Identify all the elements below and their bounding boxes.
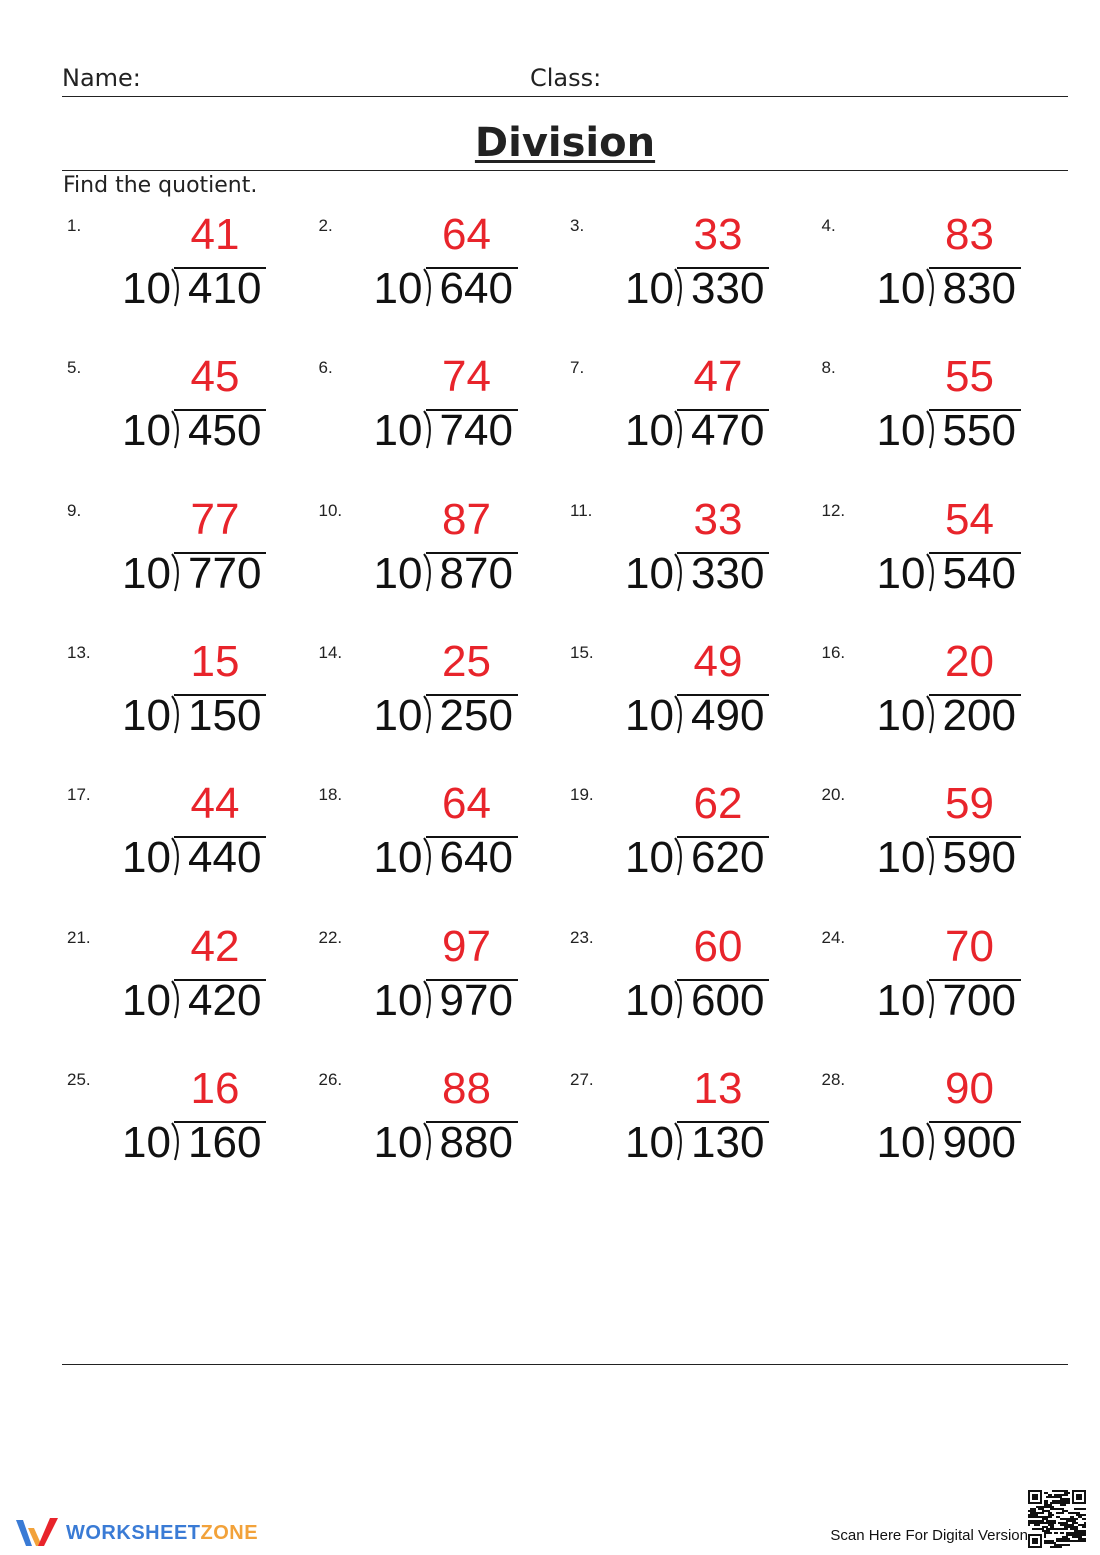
quotient-answer: 33 [693,210,743,259]
quotient-answer: 64 [442,210,491,259]
problem-number: 25. [67,1069,91,1089]
divisor: 10 [122,406,171,456]
divisor: 10 [876,975,926,1025]
dividend: 970 [439,975,513,1025]
division-bracket-icon [168,1122,182,1162]
problem-3 [565,210,815,352]
dividend: 330 [691,264,765,313]
problem-21 [62,922,312,1064]
scan-text: Scan Here For Digital Version [830,1527,1028,1544]
quotient-answer: 49 [693,636,743,686]
dividend: 410 [188,264,262,313]
dividend: 550 [942,406,1016,456]
dividend: 600 [691,975,765,1025]
quotient-answer: 25 [442,636,491,686]
problem-26 [314,1064,564,1206]
division-bracket-icon [923,695,937,735]
dividend: 440 [188,833,262,883]
problem-number: 23. [570,927,594,947]
problem-5 [62,352,312,494]
divisor: 10 [373,548,423,598]
problem-number: 16. [821,642,846,662]
title-divider [62,170,1068,171]
problem-number: 26. [318,1069,343,1089]
divisor: 10 [625,833,674,883]
quotient-answer: 33 [693,494,743,544]
division-bracket-icon [923,837,937,877]
logo-text [66,1522,258,1545]
problem-22 [314,922,564,1064]
dividend: 470 [691,406,765,456]
problem-23 [565,922,815,1064]
division-bracket-icon [420,553,434,593]
division-bracket-icon [671,410,685,450]
problem-7 [565,352,815,494]
problem-number: 10. [318,500,343,520]
divisor: 10 [373,264,423,313]
quotient-answer: 88 [442,1063,491,1113]
division-bracket-icon [671,553,685,593]
problem-12 [817,495,1067,637]
divisor: 10 [876,264,926,313]
problem-number: 15. [570,642,594,662]
dividend: 870 [439,548,513,598]
problem-2 [314,210,564,352]
divisor: 10 [876,406,926,456]
divisor: 10 [625,1117,674,1167]
division-bracket-icon [420,268,434,308]
dividend: 700 [942,975,1016,1025]
division-bracket-icon [168,410,182,450]
quotient-answer: 47 [693,352,743,402]
footer-divider [62,1364,1068,1365]
quotient-answer: 54 [945,494,994,544]
quotient-answer: 87 [442,494,491,544]
problem-number: 14. [318,642,343,662]
divisor: 10 [625,406,674,456]
problem-number: 19. [570,785,594,805]
problem-16 [817,637,1067,779]
problem-24 [817,922,1067,1064]
divisor: 10 [373,406,423,456]
division-bracket-icon [168,837,182,877]
division-bracket-icon [420,695,434,735]
quotient-answer: 13 [693,1063,743,1113]
header-row [62,62,1068,97]
quotient-answer: 77 [190,494,240,544]
dividend: 150 [188,690,262,740]
division-bracket-icon [671,837,685,877]
problem-number: 8. [821,358,836,378]
problem-8 [817,352,1067,494]
problem-4 [817,210,1067,352]
divisor: 10 [373,1117,423,1167]
divisor: 10 [625,690,674,740]
quotient-answer: 62 [693,779,743,829]
quotient-answer: 20 [945,636,994,686]
division-bracket-icon [923,553,937,593]
problem-17 [62,779,312,921]
problem-15 [565,637,815,779]
qr-code-icon[interactable] [1028,1490,1086,1548]
page-title: Division [474,120,656,166]
problem-27 [565,1064,815,1206]
logo-text-part2: ZONE [200,1522,259,1544]
quotient-answer: 42 [190,921,240,971]
quotient-answer: 55 [945,352,994,402]
dividend: 830 [942,264,1016,313]
problem-number: 7. [570,358,585,378]
quotient-answer: 70 [945,921,994,971]
dividend: 130 [691,1117,765,1167]
problem-number: 4. [821,216,836,235]
dividend: 590 [942,833,1016,883]
problem-number: 17. [67,785,91,805]
problem-6 [314,352,564,494]
instructions: Find the quotient. [63,173,258,198]
dividend: 450 [188,406,262,456]
divisor: 10 [876,690,926,740]
division-bracket-icon [923,1122,937,1162]
problem-28 [817,1064,1067,1206]
division-bracket-icon [923,410,937,450]
quotient-answer: 16 [190,1063,240,1113]
dividend: 490 [691,690,765,740]
dividend: 900 [942,1117,1016,1167]
problem-number: 13. [67,642,91,662]
dividend: 250 [439,690,513,740]
quotient-answer: 41 [190,210,240,259]
division-bracket-icon [671,695,685,735]
divisor: 10 [373,690,423,740]
division-bracket-icon [923,268,937,308]
problem-number: 9. [67,500,82,520]
problem-10 [314,495,564,637]
divisor: 10 [122,833,171,883]
class-label: Class: [530,64,602,92]
problem-14 [314,637,564,779]
problem-number: 11. [570,500,593,520]
quotient-answer: 45 [190,352,240,402]
problem-number: 1. [67,216,82,235]
dividend: 200 [942,690,1016,740]
quotient-answer: 60 [693,921,743,971]
problem-20 [817,779,1067,921]
dividend: 740 [439,406,513,456]
problem-18 [314,779,564,921]
divisor: 10 [122,690,171,740]
divisor: 10 [373,833,423,883]
divisor: 10 [876,1117,926,1167]
divisor: 10 [876,548,926,598]
name-label: Name: [62,64,141,92]
logo-text-part1: WORKSHEET [66,1522,201,1544]
problem-number: 2. [318,216,333,235]
divisor: 10 [625,264,674,313]
problem-number: 28. [821,1069,846,1089]
dividend: 880 [439,1117,513,1167]
quotient-answer: 90 [945,1063,994,1113]
divisor: 10 [876,833,926,883]
problem-13 [62,637,312,779]
dividend: 330 [691,548,765,598]
divisor: 10 [122,1117,171,1167]
division-bracket-icon [671,1122,685,1162]
problem-number: 3. [570,216,585,235]
quotient-answer: 83 [945,210,994,259]
problem-number: 18. [318,785,343,805]
quotient-answer: 44 [190,779,240,829]
divisor: 10 [625,548,674,598]
quotient-answer: 15 [190,636,240,686]
division-bracket-icon [168,695,182,735]
division-bracket-icon [923,980,937,1020]
dividend: 540 [942,548,1016,598]
problem-number: 27. [570,1069,594,1089]
division-bracket-icon [671,980,685,1020]
problem-number: 12. [821,500,846,520]
divisor: 10 [122,264,171,313]
division-bracket-icon [168,553,182,593]
problem-number: 20. [821,785,846,805]
division-bracket-icon [168,268,182,308]
dividend: 620 [691,833,765,883]
worksheetzone-logo-icon [14,1514,62,1550]
divisor: 10 [373,975,423,1025]
quotient-answer: 64 [442,779,491,829]
division-bracket-icon [671,268,685,308]
problem-11 [565,495,815,637]
problem-number: 22. [318,927,343,947]
division-bracket-icon [420,410,434,450]
quotient-answer: 74 [442,352,491,402]
dividend: 640 [439,833,513,883]
division-bracket-icon [420,837,434,877]
division-bracket-icon [168,980,182,1020]
divisor: 10 [625,975,674,1025]
problem-number: 5. [67,358,82,378]
dividend: 160 [188,1117,262,1167]
division-bracket-icon [420,1122,434,1162]
problem-number: 24. [821,927,846,947]
problem-number: 21. [67,927,91,947]
problem-9 [62,495,312,637]
division-bracket-icon [420,980,434,1020]
dividend: 640 [439,264,513,313]
quotient-answer: 59 [945,779,994,829]
divisor: 10 [122,548,171,598]
dividend: 770 [188,548,262,598]
quotient-answer: 97 [442,921,491,971]
problem-number: 6. [318,358,333,378]
dividend: 420 [188,975,262,1025]
problem-1 [62,210,312,352]
divisor: 10 [122,975,171,1025]
problem-19 [565,779,815,921]
problem-25 [62,1064,312,1206]
